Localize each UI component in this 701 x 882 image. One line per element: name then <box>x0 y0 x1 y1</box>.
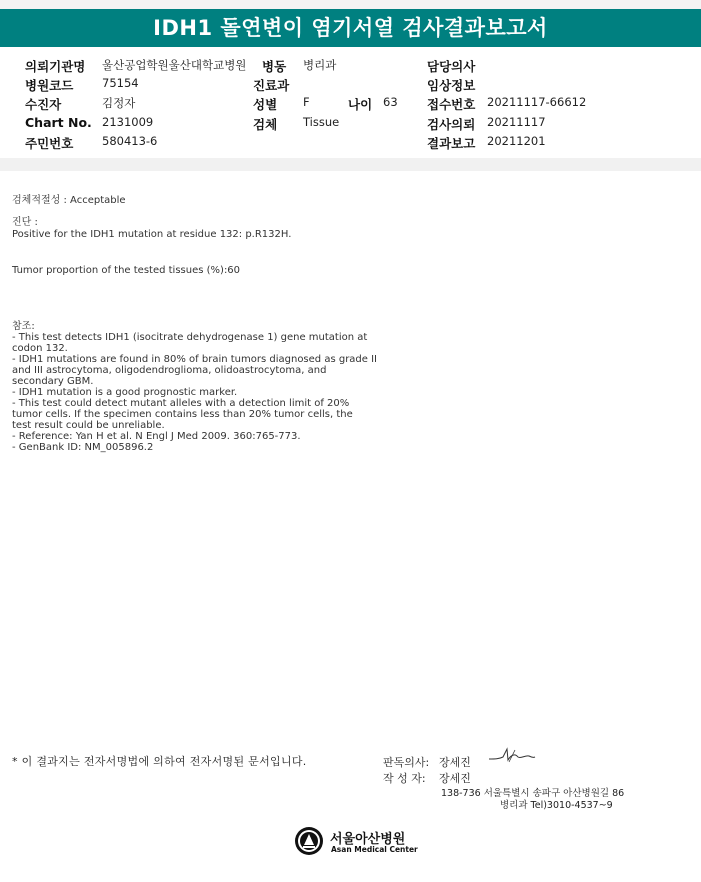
age-value: 63 <box>383 95 398 109</box>
doctor-label: 담당의사 <box>427 59 476 74</box>
clinical-info-label: 임상정보 <box>427 78 476 93</box>
reference-line: - IDH1 mutation is a good prognostic marker. <box>12 387 238 398</box>
report-date-label: 결과보고 <box>427 136 476 151</box>
reference-section <box>12 321 377 453</box>
reference-line: - Reference: Yan H et al. N Engl J Med 2009. 360:765-773. <box>12 431 301 442</box>
section-divider <box>0 158 701 171</box>
resident-number-label: 주민번호 <box>25 136 74 151</box>
diagnosis-text: Positive for the IDH1 mutation at residue 132: p.R132H. <box>12 229 292 240</box>
reader-label: 판독의사: <box>383 756 430 769</box>
hospital-logo <box>294 826 418 858</box>
sex-value: F <box>303 95 310 109</box>
age-label: 나이 <box>348 97 373 112</box>
writer-label: 작 성 자: <box>383 772 426 785</box>
specimen-label: 검체 <box>253 117 278 132</box>
specimen-adequacy: 검체적절성 : Acceptable <box>12 195 126 206</box>
reference-line: - GenBank ID: NM_005896.2 <box>12 442 154 453</box>
address-line-2: 병리과 Tel)3010-4537~9 <box>500 800 613 811</box>
institution-value: 울산공업학원울산대학교병원 <box>102 58 247 72</box>
logo-english-name: Asan Medical Center <box>331 845 418 854</box>
asan-emblem-icon <box>294 826 324 856</box>
resident-number-value: 580413-6 <box>102 134 158 148</box>
diagnosis-label: 진단 : <box>12 217 38 228</box>
signature-scribble <box>487 746 537 766</box>
institution-label: 의뢰기관명 <box>25 59 86 74</box>
receipt-number-value: 20211117-66612 <box>487 95 587 109</box>
request-date-label: 검사의뢰 <box>427 117 476 132</box>
specimen-value: Tissue <box>303 115 340 129</box>
report-body <box>0 171 701 882</box>
ward-value: 병리과 <box>303 58 337 72</box>
receipt-number-label: 접수번호 <box>427 97 476 112</box>
hospital-code-label: 병원코드 <box>25 78 74 93</box>
tumor-proportion: Tumor proportion of the tested tissues (%):60 <box>12 265 241 276</box>
e-signature-notice: * 이 결과지는 전자서명법에 의하여 전자서명된 문서입니다. <box>12 755 307 768</box>
chart-number-value: 2131009 <box>102 115 154 129</box>
report-date-value: 20211201 <box>487 134 546 148</box>
department-label: 진료과 <box>253 78 290 93</box>
reference-line: secondary GBM. <box>12 376 94 387</box>
reference-line: codon 132. <box>12 343 68 354</box>
reference-line: - IDH1 mutations are found in 80% of brain tumors diagnosed as grade II <box>12 354 378 365</box>
logo-korean-name: 서울아산병원 <box>330 832 406 847</box>
reference-line: - This test detects IDH1 (isocitrate dehydrogenase 1) gene mutation at <box>12 332 368 343</box>
reference-line: and III astrocytoma, oligodendroglioma, olidoastrocytoma, and <box>12 365 327 376</box>
patient-label: 수진자 <box>25 97 62 112</box>
sex-label: 성별 <box>253 97 278 112</box>
reference-line: tumor cells. If the specimen contains less than 20% tumor cells, the <box>12 409 353 420</box>
report-header <box>0 47 701 161</box>
reference-line: - This test could detect mutant alleles with a detection limit of 20% <box>12 398 350 409</box>
report-title: IDH1 돌연변이 염기서열 검사결과보고서 <box>0 9 701 47</box>
writer-name: 장세진 <box>439 772 471 785</box>
patient-value: 김정자 <box>102 96 136 110</box>
reference-label: 참조: <box>12 321 35 332</box>
request-date-value: 20211117 <box>487 115 546 129</box>
address-line-1: 138-736 서울특별시 송파구 아산병원길 86 <box>441 788 625 799</box>
chart-number-label: Chart No. <box>25 115 92 130</box>
hospital-code-value: 75154 <box>102 76 139 90</box>
reference-line: test result could be unreliable. <box>12 420 165 431</box>
ward-label: 병동 <box>262 59 287 74</box>
reader-name: 장세진 <box>439 756 471 769</box>
